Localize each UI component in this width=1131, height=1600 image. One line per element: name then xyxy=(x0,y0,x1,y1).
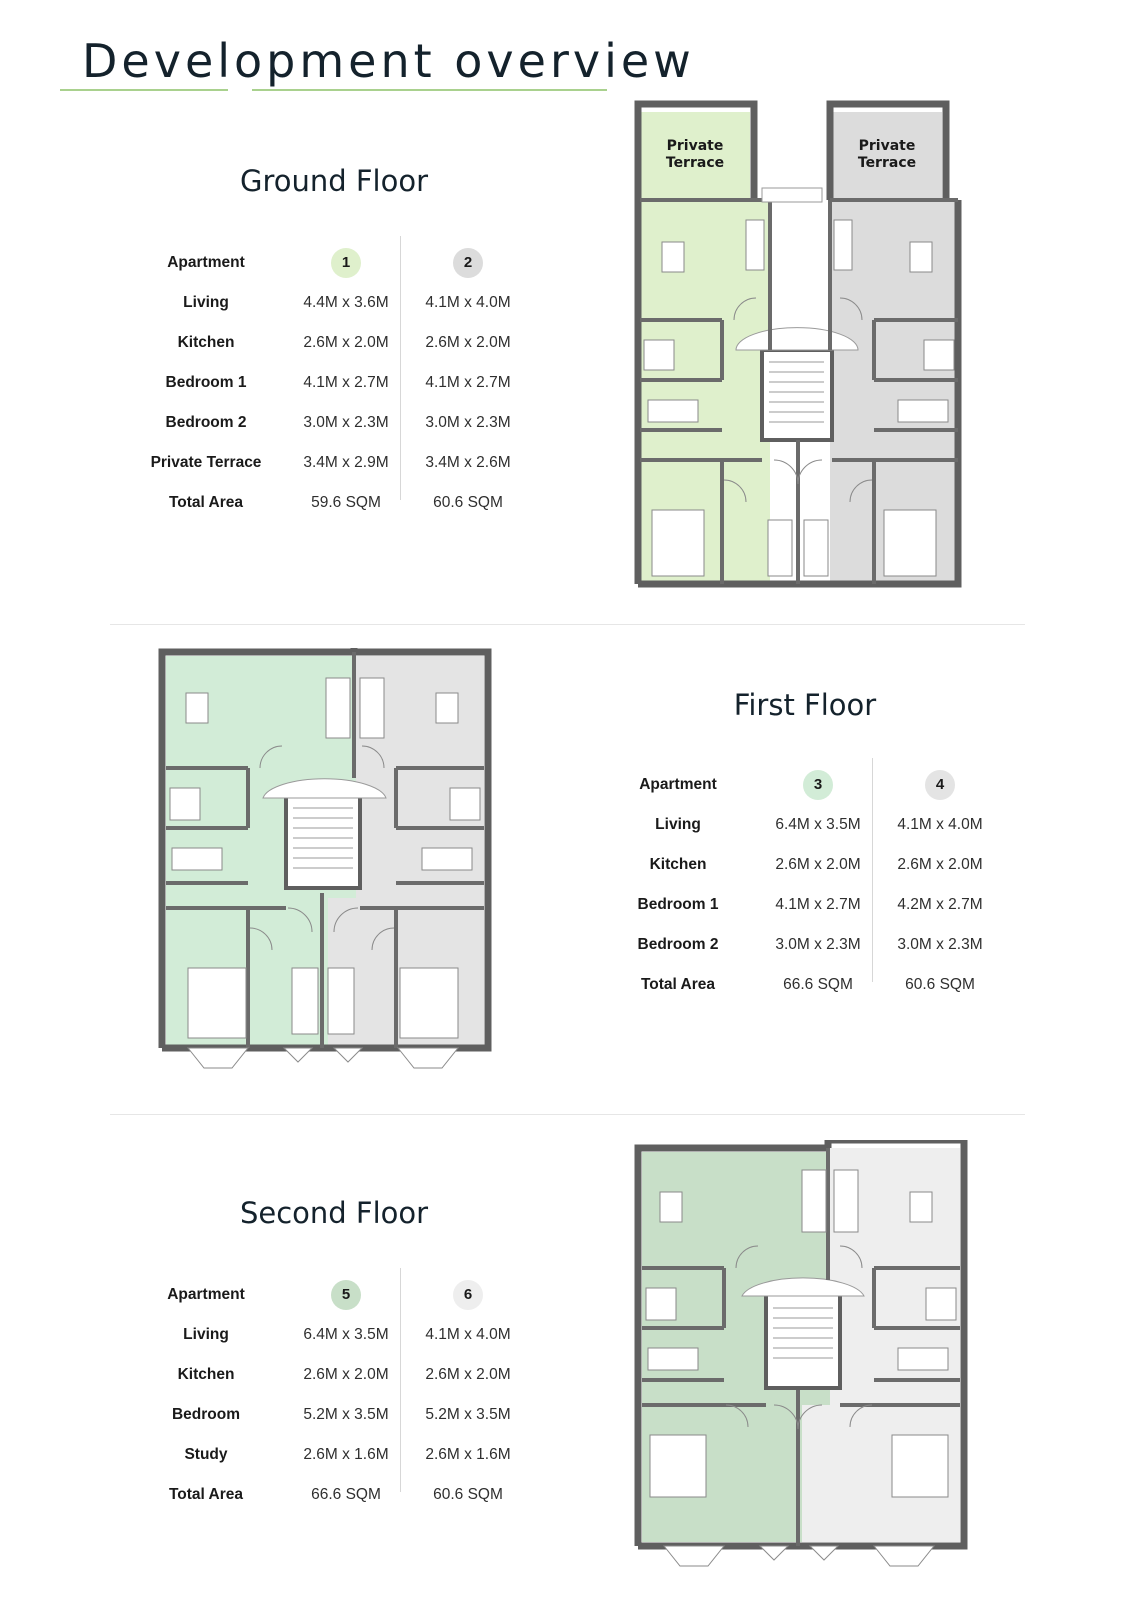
table-row xyxy=(608,972,998,998)
apartment-badge: 5 xyxy=(331,1280,361,1310)
row-label: Living xyxy=(183,1326,229,1343)
stair-core xyxy=(762,350,832,440)
total-area-value: 66.6 SQM xyxy=(311,1486,381,1503)
row-label: Bedroom 1 xyxy=(165,374,247,391)
dimension-value: 3.0M x 2.3M xyxy=(775,936,861,953)
dimension-value: 2.6M x 2.0M xyxy=(303,1366,389,1383)
terrace-label: Private Terrace xyxy=(665,138,725,171)
table-row xyxy=(608,892,998,918)
table-row xyxy=(136,450,526,476)
dimension-value: 6.4M x 3.5M xyxy=(303,1326,389,1343)
table-row xyxy=(608,852,998,878)
row-label: Kitchen xyxy=(177,334,235,351)
table-row xyxy=(136,330,526,356)
row-label: Private Terrace xyxy=(150,454,262,471)
row-label: Living xyxy=(655,816,701,833)
dimension-value: 2.6M x 2.0M xyxy=(897,856,983,873)
apartment-badge: 1 xyxy=(331,248,361,278)
ground-floor-plan xyxy=(634,100,974,590)
row-label: Living xyxy=(183,294,229,311)
total-area-value: 59.6 SQM xyxy=(311,494,381,511)
table-row xyxy=(136,1362,526,1388)
dimension-value: 3.4M x 2.9M xyxy=(303,454,389,471)
total-area-value: 66.6 SQM xyxy=(783,976,853,993)
dimension-value: 4.1M x 4.0M xyxy=(425,1326,511,1343)
row-label: Kitchen xyxy=(177,1366,235,1383)
dimension-value: 3.0M x 2.3M xyxy=(897,936,983,953)
table-row xyxy=(136,1482,526,1508)
second-floor-heading: Second Floor xyxy=(239,1196,429,1230)
apartment-badge: 4 xyxy=(925,770,955,800)
dimension-value: 2.6M x 2.0M xyxy=(425,1366,511,1383)
dimension-value: 2.6M x 2.0M xyxy=(775,856,861,873)
row-label: Apartment xyxy=(167,254,245,271)
apartment-header-row xyxy=(136,1282,526,1308)
terrace-label: Private Terrace xyxy=(857,138,917,171)
dimension-value: 4.1M x 2.7M xyxy=(425,374,511,391)
apartment-badge: 6 xyxy=(453,1280,483,1310)
apartment-header-row xyxy=(608,772,998,798)
row-label: Total Area xyxy=(640,976,716,993)
ground-floor-heading: Ground Floor xyxy=(239,164,429,198)
dimension-value: 3.4M x 2.6M xyxy=(425,454,511,471)
table-row xyxy=(136,370,526,396)
row-label: Apartment xyxy=(167,1286,245,1303)
apartment-badge: 3 xyxy=(803,770,833,800)
dimension-value: 4.2M x 2.7M xyxy=(897,896,983,913)
dimension-value: 5.2M x 3.5M xyxy=(425,1406,511,1423)
section-divider xyxy=(110,1114,1025,1115)
dimension-value: 5.2M x 3.5M xyxy=(303,1406,389,1423)
row-label: Bedroom 2 xyxy=(165,414,247,431)
table-row xyxy=(136,1442,526,1468)
title-underline xyxy=(60,89,228,91)
table-row xyxy=(136,290,526,316)
total-area-value: 60.6 SQM xyxy=(905,976,975,993)
dimension-value: 2.6M x 1.6M xyxy=(425,1446,511,1463)
dimension-value: 4.4M x 3.6M xyxy=(303,294,389,311)
row-label: Kitchen xyxy=(649,856,707,873)
table-row xyxy=(608,932,998,958)
dimension-value: 2.6M x 2.0M xyxy=(425,334,511,351)
row-label: Total Area xyxy=(168,494,244,511)
second-floor-plan xyxy=(634,1140,974,1590)
section-divider xyxy=(110,624,1025,625)
dimension-value: 4.1M x 2.7M xyxy=(775,896,861,913)
dimension-value: 2.6M x 2.0M xyxy=(303,334,389,351)
dimension-value: 3.0M x 2.3M xyxy=(303,414,389,431)
table-row xyxy=(608,812,998,838)
row-label: Bedroom 2 xyxy=(637,936,719,953)
dimension-value: 2.6M x 1.6M xyxy=(303,1446,389,1463)
dimension-value: 4.1M x 4.0M xyxy=(425,294,511,311)
title-underline xyxy=(252,89,607,91)
first-floor-heading: First Floor xyxy=(733,688,877,722)
table-row xyxy=(136,1402,526,1428)
table-row xyxy=(136,1322,526,1348)
dimension-value: 4.1M x 4.0M xyxy=(897,816,983,833)
dimension-value: 6.4M x 3.5M xyxy=(775,816,861,833)
total-area-value: 60.6 SQM xyxy=(433,1486,503,1503)
dimension-value: 3.0M x 2.3M xyxy=(425,414,511,431)
row-label: Bedroom 1 xyxy=(637,896,719,913)
row-label: Bedroom xyxy=(171,1406,241,1423)
apartment-header-row xyxy=(136,250,526,276)
first-floor-plan xyxy=(158,648,498,1088)
page-title: Development overview xyxy=(82,34,695,88)
table-row xyxy=(136,490,526,516)
row-label: Total Area xyxy=(168,1486,244,1503)
dimension-value: 4.1M x 2.7M xyxy=(303,374,389,391)
table-row xyxy=(136,410,526,436)
row-label: Apartment xyxy=(639,776,717,793)
total-area-value: 60.6 SQM xyxy=(433,494,503,511)
row-label: Study xyxy=(184,1446,228,1463)
apartment-badge: 2 xyxy=(453,248,483,278)
